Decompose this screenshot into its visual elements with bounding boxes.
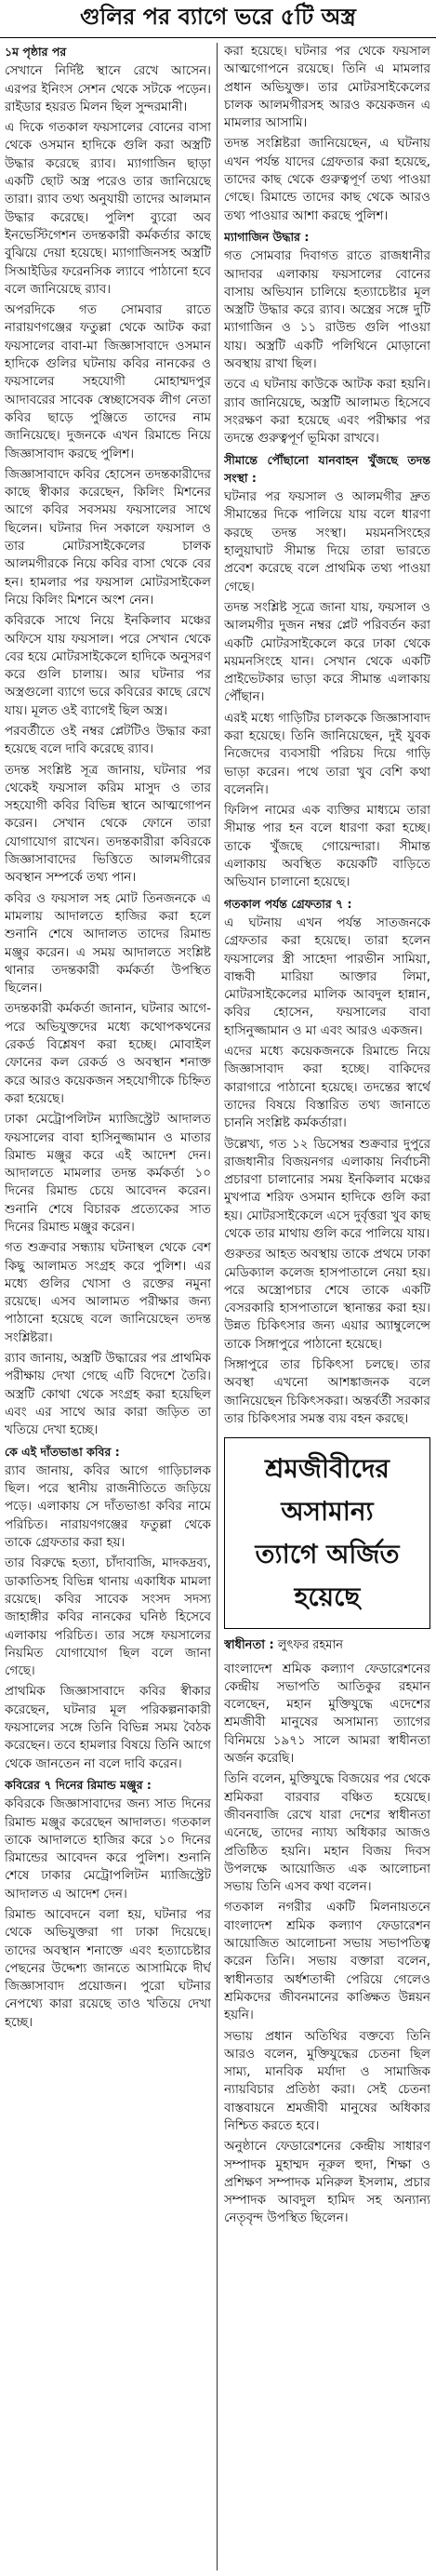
right-column bbox=[224, 43, 430, 2570]
paragraph: গুরুতর আহত অবস্থায় তাকে প্রথমে ঢাকা মেডিক্যাল কলেজ হাসপাতালে নেয়া হয়। পরে অস্ত্রোপচার শেষে তাকে একটি বেসরকারি হাসপাতালে স্থানান্তর করা হয়। উন্নত চিকিৎসার জন্য এয়ার অ্যাম্বুলেন্সে তাকে সিঙ্গাপুরে পাঠানো হয়েছে। bbox=[224, 1247, 430, 1352]
boxed-headline-line: শ্রমজীবীদের অসামান্য bbox=[265, 1453, 390, 1528]
paragraph: পরবর্তীতে ওই নম্বর প্লেটটিও উদ্ধার করা হয়েছে বলে দাবি করেছে র‍্যাব। bbox=[5, 723, 211, 757]
paragraph: গত সোমবার দিবাগত রাতে রাজধানীর আদাবর এলাকায় ফয়সালের বোনের বাসায় অভিযান চালিয়ে হত্যাচেষ্টার মূল অস্ত্রটি উদ্ধার করে র‍্যাব। অস্ত্রের সঙ্গে দুটি ম্যাগাজিন ও ১১ রাউন্ড গুলি পাওয়া যায়। অস্ত্রটি একটি পলিথিনে মোড়ানো অবস্থায় রাখা ছিল। bbox=[224, 248, 430, 372]
paragraph: র‍্যাব জানায়, অস্ত্রটি উদ্ধারের পর প্রাথমিক পরীক্ষায় দেখা গেছে এটি বিদেশে তৈরি। অস্ত্রটি কোথা থেকে সংগ্রহ করা হয়েছিল এবং এর সাথে আর কারা জড়িত তা খতিয়ে দেখা হচ্ছে। bbox=[5, 1351, 211, 1438]
subheading-arrests: গতকাল পর্যন্ত গ্রেফতার ৭ : bbox=[224, 896, 352, 911]
paragraph: এ দিকে গতকাল ফয়সালের বোনের বাসা থেকে ওসমান হাদিকে গুলি করা অস্ত্রটি উদ্ধার করেছে র‍্যাব। ম্যাগাজিন ছাড়া একটি ছোট অস্ত্র পরেও তার জানিয়েছে তারা। র‍্যাব তথ্য অনুযায়ী তাদের আলমান উদ্ধার করেছে। পুলিশ ব্যুরো অব ইনভেস্টিগেশন তদন্তকারী কর্মকর্তার কাছে বুঝিয়ে দেয়া হয়েছে। ম্যাগাজিনসহ অস্ত্রটি সিআইডির ফরেনসিক ল্যাবে পাঠানো হবে বলে জানিয়েছে র‍্যাব। bbox=[5, 120, 211, 297]
paragraph: এরই মধ্যে গাড়িটির চালককে জিজ্ঞাসাবাদ করা হয়েছে। তিনি জানিয়েছেন, দুই যুবক নিজেদের ব্যবসায়ী পরিচয় দিয়ে গাড়ি ভাড়া করেন। পথে তারা খুব বেশি কথা বলেননি। bbox=[224, 710, 430, 797]
paragraph: তদন্ত সংশ্লিষ্ট সূত্রে জানা যায়, ফয়সাল ও আলমগীর দুজন নম্বর প্লেট পরিবর্তন করা একটি মোটরসাইকেলে করে ঢাকা থেকে ময়মনসিংহে যান। সেখান থেকে একটি প্রাইভেটকার ভাড়া করে সীমান্ত এলাকায় পৌঁছান। bbox=[224, 599, 430, 705]
byline bbox=[224, 1636, 430, 1654]
paragraph: প্রাথমিক জিজ্ঞাসাবাদে কবির স্বীকার করেছেন, ঘটনার মূল পরিকল্পনাকারী ফয়সালের সঙ্গে তিনি বিভিন্ন সময় বৈঠক করেছেন। তবে হামলার বিষয়ে তিনি আগে থেকে জানতেন না বলে দাবি করেন। bbox=[5, 1684, 211, 1771]
paragraph: এদের মধ্যে কয়েকজনকে রিমান্ডে নিয়ে জিজ্ঞাসাবাদ করা হচ্ছে। বাকিদের কারাগারে পাঠানো হয়েছে। তদন্তের স্বার্থে তাদের বিষয়ে বিস্তারিত তথ্য জানাতে চাননি সংশ্লিষ্ট কর্মকর্তারা। bbox=[224, 1044, 430, 1131]
paragraph: ফিলিপ নামের এক ব্যক্তির মাধ্যমে তারা সীমান্ত পার হন বলে ধারণা করা হচ্ছে। তাকে খুঁজছে গোয়েন্দারা। সীমান্ত এলাকায় অবস্থিত কয়েকটি বাড়িতে অভিযান চালানো হয়েছে। bbox=[224, 803, 430, 890]
paragraph: কবিরকে সাথে নিয়ে ইনকিলাব মঞ্চের অফিসে যায় ফয়সাল। পরে সেখান থেকে বের হয়ে মোটরসাইকেলে হাদিকে অনুসরণ করে গুলি চালায়। আর ঘটনার পর অস্ত্রগুলো ব্যাগে ভরে কবিরের কাছে রেখে যায়। মূলত ওই ব্যাগেই ছিল অস্ত্র। bbox=[5, 613, 211, 718]
paragraph: কবিরকে জিজ্ঞাসাবাদের জন্য সাত দিনের রিমান্ড মঞ্জুর করেছেন আদালত। গতকাল তাকে আদালতে হাজির করে ১০ দিনের রিমান্ডের আবেদন করে পুলিশ। শুনানি শেষে ঢাকার মেট্রোপলিটন ম্যাজিস্ট্রেট আদালত এ আদেশ দেন। bbox=[5, 1796, 211, 1902]
paragraph: এ ঘটনায় এখন পর্যন্ত সাতজনকে গ্রেফতার করা হয়েছে। তারা হলেন ফয়সালের স্ত্রী সাহেদা পারভীন সামিয়া, বান্ধবী মারিয়া আক্তার লিমা, মোটরসাইকেলের মালিক আবদুল হান্নান, কবির হোসেন, ফয়সালের বাবা হাসিনুজ্জামান ও মা এবং আরও একজন। bbox=[224, 914, 430, 1038]
boxed-headline bbox=[224, 1437, 430, 1629]
left-column bbox=[5, 43, 211, 2570]
paragraph: সভায় প্রধান অতিথির বক্তব্যে তিনি আরও বলেন, মুক্তিযুদ্ধের চেতনা ছিল সাম্য, মানবিক মর্যাদা ও সামাজিক ন্যায়বিচার প্রতিষ্ঠা করা। সেই চেতনা বাস্তবায়নে শ্রমজীবী মানুষের অধিকার নিশ্চিত করতে হবে। bbox=[224, 2028, 430, 2133]
paragraph: সিঙ্গাপুরে তার চিকিৎসা চলছে। তার অবস্থা এখনো আশঙ্কাজনক বলে জানিয়েছেন চিকিৎসকরা। অন্তর্বর্তী সরকার তার চিকিৎসার সমস্ত ব্যয় বহন করছে। bbox=[224, 1357, 430, 1426]
paragraph: জিজ্ঞাসাবাদে কবির হোসেন তদন্তকারীদের কাছে স্বীকার করেছেন, কিলিং মিশনের আগে কবির সবসময় ফয়সালের সাথে ছিলেন। ঘটনার দিন সকালে ফয়সাল ও তার মোটরসাইকেলের চালক আলমগীরকে নিয়ে কবির বাসা থেকে বের হন। হামলার পর ফয়সাল মোটরসাইকেল নিয়ে কিলিং মিশনে অংশ নেন। bbox=[5, 466, 211, 607]
headline: গুলির পর ব্যাগে ভরে ৫টি অস্ত্র bbox=[0, 0, 436, 38]
author-name: লুৎফর রহমান bbox=[277, 1638, 343, 1653]
paragraph: গত শুক্রবার সন্ধ্যায় ঘটনাস্থল থেকে বেশ কিছু আলামত সংগ্রহ করে পুলিশ। এর মধ্যে গুলির খোসা ও রক্তের নমুনা রয়েছে। এসব আলামত পরীক্ষার জন্য পাঠানো হয়েছে বলে জানিয়েছেন তদন্ত সংশ্লিষ্টরা। bbox=[5, 1240, 211, 1345]
paragraph: তদন্ত সংশ্লিষ্টরা জানিয়েছেন, এ ঘটনায় এখন পর্যন্ত যাদের গ্রেফতার করা হয়েছে, তাদের কাছ থেকে গুরুত্বপূর্ণ তথ্য পাওয়া গেছে। রিমান্ডে তাদের কাছ থেকে আরও তথ্য পাওয়ার আশা করছে পুলিশ। bbox=[224, 136, 430, 223]
article-lead: স্বাধীনতা : bbox=[224, 1638, 274, 1653]
column-divider bbox=[217, 43, 218, 2570]
paragraph: অনুষ্ঠানে ফেডারেশনের কেন্দ্রীয় সাধারণ সম্পাদক মুহাম্মদ নূরুল হুদা, শিক্ষা ও প্রশিক্ষণ সম্পাদক মনিরুল ইসলাম, প্রচার সম্পাদক আবদুল হামিদ সহ অন্যান্য নেতৃবৃন্দ উপস্থিত ছিলেন। bbox=[224, 2139, 430, 2226]
paragraph: তার বিরুদ্ধে হত্যা, চাঁদাবাজি, মাদকদ্রব্য, ডাকাতিসহ বিভিন্ন থানায় একাধিক মামলা রয়েছে। কবির সাবেক সংসদ সদস্য জাহাঙ্গীর কবির নানকের ঘনিষ্ঠ হিসেবে এলাকায় পরিচিত। তার সঙ্গে ফয়সালের নিয়মিত যোগাযোগ ছিল বলে জানা গেছে। bbox=[5, 1555, 211, 1679]
paragraph: উল্লেখ্য, গত ১২ ডিসেম্বর শুক্রবার দুপুরে রাজধানীর বিজয়নগর এলাকায় নির্বাচনী প্রচারণা চালানোর সময় ইনকিলাব মঞ্চের মুখপাত্র শরিফ ওসমান হাদিকে গুলি করা হয়। মোটরসাইকেলে এসে দুর্বৃত্তরা খুব কাছ থেকে তার মাথায় গুলি করে পালিয়ে যায়। bbox=[224, 1136, 430, 1241]
paragraph: তদন্ত সংশ্লিষ্ট সূত্র জানায়, ঘটনার পর থেকেই ফয়সাল করিম মাসুদ ও তার সহযোগী কবির বিভিন্ন স্থানে আত্মগোপন করেন। সেখান থেকে ফোনে তারা যোগাযোগ রাখেন। তদন্তকারীরা কবিরকে জিজ্ঞাসাবাদের ভিত্তিতে আলমগীরের অবস্থান সম্পর্কে তথ্য পান। bbox=[5, 762, 211, 886]
paragraph: বাংলাদেশ শ্রমিক কল্যাণ ফেডারেশনের কেন্দ্রীয় সভাপতি আতিকুর রহমান বলেছেন, মহান মুক্তিযুদ্ধে এদেশের শ্রমজীবী মানুষের অসামান্য ত্যাগের বিনিময়ে ১৯৭১ সালে আমরা স্বাধীনতা অর্জন করেছি। bbox=[224, 1661, 430, 1767]
paragraph: তবে এ ঘটনায় কাউকে আটক করা হয়নি। র‍্যাব জানিয়েছে, অস্ত্রটি আলামত হিসেবে সংরক্ষণ করা হয়েছে এবং পরীক্ষার পর তদন্তে গুরুত্বপূর্ণ ভূমিকা রাখবে। bbox=[224, 377, 430, 447]
subheading-border: সীমান্তে পৌঁছানো যানবাহন খুঁজছে তদন্ত সংস্থা : bbox=[224, 452, 430, 485]
boxed-headline-line: ত্যাগে অর্জিত হয়েছে bbox=[255, 1539, 400, 1613]
subheading-kabir: কে এই দাঁতভাঙা কবির : bbox=[5, 1444, 120, 1459]
subheading-remand: কবিরের ৭ দিনের রিমান্ড মঞ্জুর : bbox=[5, 1777, 152, 1792]
paragraph: তদন্তকারী কর্মকর্তা জানান, ঘটনার আগে-পরে অভিযুক্তদের মধ্যে কথোপকথনের রেকর্ড বিশ্লেষণ করা হচ্ছে। মোবাইল ফোনের কল রেকর্ড ও অবস্থান শনাক্ত করে আরও কয়েকজন সহযোগীকে চিহ্নিত করা হয়েছে। bbox=[5, 1001, 211, 1106]
subheading-magazine: ম্যাগাজিন উদ্ধার : bbox=[224, 229, 310, 244]
paragraph: করা হয়েছে। ঘটনার পর থেকে ফয়সাল আত্মগোপনে রয়েছে। তিনি এ মামলার প্রধান অভিযুক্ত। তার মোটরসাইকেলের চালক আলমগীরসহ আরও কয়েকজন এ মামলার আসামি। bbox=[224, 44, 430, 131]
paragraph: ঘটনার পর ফয়সাল ও আলমগীর দ্রুত সীমান্তের দিকে পালিয়ে যায় বলে ধারণা করছে তদন্ত সংস্থা। ময়মনসিংহের হালুয়াঘাট সীমান্ত দিয়ে তারা ভারতে প্রবেশ করেছে বলে প্রাথমিক তথ্য পাওয়া গেছে। bbox=[224, 489, 430, 594]
paragraph: রিমান্ড আবেদনে বলা হয়, ঘটনার পর থেকে অভিযুক্তরা গা ঢাকা দিয়েছে। তাদের অবস্থান শনাক্তে এবং হত্যাচেষ্টার পেছনের উদ্দেশ্য জানতে আসামিকে দীর্ঘ জিজ্ঞাসাবাদ প্রয়োজন। পুরো ঘটনার নেপথ্যে কারা রয়েছে তাও খতিয়ে দেখা হচ্ছে। bbox=[5, 1906, 211, 2030]
paragraph: তিনি বলেন, মুক্তিযুদ্ধে বিজয়ের পর থেকে শ্রমিকরা বারবার বঞ্চিত হয়েছে। জীবনবাজি রেখে যারা দেশের স্বাধীনতা এনেছে, তাদের ন্যায্য অধিকার আজও প্রতিষ্ঠিত হয়নি। মহান বিজয় দিবস উপলক্ষে আয়োজিত এক আলোচনা সভায় তিনি এসব কথা বলেন। bbox=[224, 1771, 430, 1895]
paragraph: ঢাকা মেট্রোপলিটন ম্যাজিস্ট্রেট আদালত ফয়সালের বাবা হাসিনুজ্জামান ও মাতার রিমান্ড মঞ্জুর করে এই আদেশ দেন। আদালতে মামলার তদন্ত কর্মকর্তা ১০ দিনের রিমান্ড চেয়ে আবেদন করেন। শুনানি শেষে বিচারক প্রত্যেকের সাত দিনের রিমান্ড মঞ্জুর করেন। bbox=[5, 1112, 211, 1235]
paragraph: অপরদিকে গত সোমবার রাতে নারায়ণগঞ্জের ফতুল্লা থেকে আটক করা ফয়সালের বাবা-মা জিজ্ঞাসাবাদে ওসমান হাদিকে গুলির ঘটনায় কবির নানকের ও ফয়সালের সহযোগী মোহাম্মদপুর আদাবরের সাবেক স্বেচ্ছাসেবক লীগ নেতা কবির ছাড়ে পুঞ্জিতে তাদের নাম জানিয়েছে। দুজনকে এখন রিমান্ডে নিয়ে জিজ্ঞাসাবাদ করছে পুলিশ। bbox=[5, 302, 211, 461]
paragraph: গতকাল নগরীর একটি মিলনায়তনে বাংলাদেশ শ্রমিক কল্যাণ ফেডারেশন আয়োজিত আলোচনা সভায় সভাপতিত্ব করেন তিনি। সভায় বক্তারা বলেন, স্বাধীনতার অর্ধশতাব্দী পেরিয়ে গেলেও শ্রমিকদের জীবনমানের কাঙ্ক্ষিত উন্নয়ন হয়নি। bbox=[224, 1900, 430, 2023]
paragraph: র‍্যাব জানায়, কবির আগে গাড়িচালক ছিল। পরে স্থানীয় রাজনীতিতে জড়িয়ে পড়ে। এলাকায় সে দাঁতভাঙা কবির নামে পরিচিত। নারায়ণগঞ্জের ফতুল্লা থেকে তাকে গ্রেফতার করা হয়। bbox=[5, 1462, 211, 1551]
continued-label: ১ম পৃষ্ঠার পর bbox=[5, 45, 67, 59]
paragraph: কবির ও ফয়সাল সহ মোট তিনজনকে এ মামলায় আদালতে হাজির করা হলে শুনানি শেষে আদালত তাদের রিমান্ড মঞ্জুর করেন। এ সময় আদালতে সংশ্লিষ্ট থানার তদন্তকারী কর্মকর্তা উপস্থিত ছিলেন। bbox=[5, 890, 211, 996]
paragraph: সেখানে নির্দিষ্ট স্থানে রেখে আসেন। এরপর ইনিংস সেশন থেকে সটকে পড়েন। রাইডার হয়রত মিলন ছিল সুন্দরমানী। bbox=[5, 63, 211, 114]
